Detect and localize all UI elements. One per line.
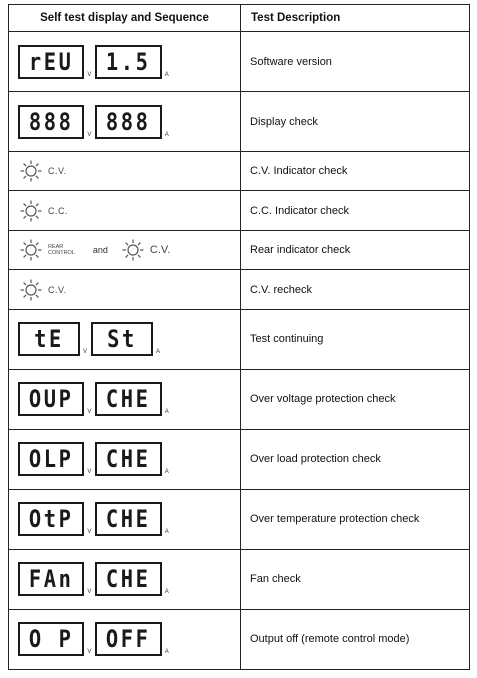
test-description: Test continuing: [241, 309, 470, 369]
left-seven-segment-display: [18, 45, 84, 79]
right-seven-segment-display: [91, 322, 153, 356]
right-seven-segment-display: [95, 45, 161, 79]
display-cell: [9, 152, 241, 191]
indicator-label: C.V.: [48, 284, 67, 295]
test-description: Fan check: [241, 549, 470, 609]
left-seven-segment-display: [18, 105, 84, 139]
volt-unit-label: V: [87, 529, 92, 536]
volt-unit-label: V: [87, 589, 92, 596]
right-display-text: St: [107, 325, 137, 354]
right-display-text: CHE: [106, 505, 151, 534]
test-description: C.C. Indicator check: [241, 191, 470, 230]
cv-indicator-label: C.V.: [149, 244, 171, 257]
display-cell: [9, 429, 241, 489]
display-cell: [9, 549, 241, 609]
amp-unit-label: A: [164, 649, 169, 656]
right-display-text: 1.5: [106, 47, 151, 76]
table-row: [9, 191, 470, 230]
header-test-description: Test Description: [241, 5, 470, 32]
right-display-text: OFF: [106, 625, 151, 654]
display-cell: [9, 609, 241, 669]
display-cell: [9, 92, 241, 152]
test-description: Over load protection check: [241, 429, 470, 489]
left-display-text: OLP: [28, 445, 74, 474]
amp-unit-label: A: [164, 529, 169, 536]
display-cell: [9, 230, 241, 269]
table-row: [9, 369, 470, 429]
right-seven-segment-display: [95, 382, 161, 416]
right-display-text: CHE: [106, 445, 151, 474]
left-display-text: 888: [28, 107, 74, 136]
left-display-text: rEU: [28, 47, 74, 76]
right-seven-segment-display: [95, 502, 161, 536]
left-display-text: OtP: [28, 505, 74, 534]
test-description: C.V. recheck: [241, 270, 470, 309]
volt-unit-label: V: [87, 649, 92, 656]
left-display-text: FAn: [28, 565, 74, 594]
table-row: [9, 92, 470, 152]
left-display-text: O P: [28, 625, 74, 654]
right-seven-segment-display: [95, 562, 161, 596]
indicator-light-icon: [18, 279, 44, 301]
indicator-light-icon: [18, 200, 44, 222]
left-seven-segment-display: [18, 442, 84, 476]
table-row: [9, 609, 470, 669]
right-seven-segment-display: [95, 442, 161, 476]
table-row: [9, 230, 470, 269]
display-cell: [9, 270, 241, 309]
volt-unit-label: V: [87, 71, 92, 78]
display-cell: [9, 309, 241, 369]
table-row: [9, 549, 470, 609]
display-cell: [9, 32, 241, 92]
display-cell: [9, 489, 241, 549]
table-row: [9, 489, 470, 549]
indicator-label: C.C.: [48, 205, 68, 216]
test-description: C.V. Indicator check: [241, 152, 470, 191]
right-display-text: 888: [106, 107, 151, 136]
table-row: [9, 152, 470, 191]
right-seven-segment-display: [95, 105, 161, 139]
table-row: [9, 32, 470, 92]
display-cell: [9, 191, 241, 230]
amp-unit-label: A: [164, 409, 169, 416]
rear-control-label: [48, 244, 75, 256]
rear-label-line1: REAR: [48, 244, 64, 251]
table-row: [9, 309, 470, 369]
right-display-text: CHE: [106, 385, 151, 414]
left-seven-segment-display: [18, 562, 84, 596]
amp-unit-label: A: [164, 469, 169, 476]
indicator-label: C.V.: [48, 166, 67, 177]
header-display-sequence: Self test display and Sequence: [9, 5, 241, 32]
rear-label-line2: CONTROL: [48, 250, 75, 257]
cv-indicator-light-icon: [120, 239, 146, 261]
volt-unit-label: V: [83, 349, 88, 356]
volt-unit-label: V: [87, 409, 92, 416]
table-row: [9, 270, 470, 309]
table-row: [9, 429, 470, 489]
and-text: and: [92, 245, 108, 256]
test-description: Rear indicator check: [241, 230, 470, 269]
table-header-row: [9, 5, 470, 32]
amp-unit-label: A: [164, 71, 169, 78]
volt-unit-label: V: [87, 469, 92, 476]
indicator-light-icon: [18, 160, 44, 182]
right-display-text: CHE: [106, 565, 151, 594]
test-description: Over temperature protection check: [241, 489, 470, 549]
left-seven-segment-display: [18, 382, 84, 416]
volt-unit-label: V: [87, 131, 92, 138]
left-seven-segment-display: [18, 502, 84, 536]
display-cell: [9, 369, 241, 429]
test-description: Output off (remote control mode): [241, 609, 470, 669]
left-seven-segment-display: [18, 622, 84, 656]
amp-unit-label: A: [164, 589, 169, 596]
right-seven-segment-display: [95, 622, 161, 656]
left-display-text: OUP: [28, 385, 74, 414]
amp-unit-label: A: [156, 349, 161, 356]
test-description: Software version: [241, 32, 470, 92]
test-description: Display check: [241, 92, 470, 152]
test-description: Over voltage protection check: [241, 369, 470, 429]
amp-unit-label: A: [164, 131, 169, 138]
left-seven-segment-display: [18, 322, 80, 356]
left-display-text: tE: [34, 325, 64, 354]
self-test-table: [8, 4, 470, 670]
rear-indicator-light-icon: [18, 239, 44, 261]
